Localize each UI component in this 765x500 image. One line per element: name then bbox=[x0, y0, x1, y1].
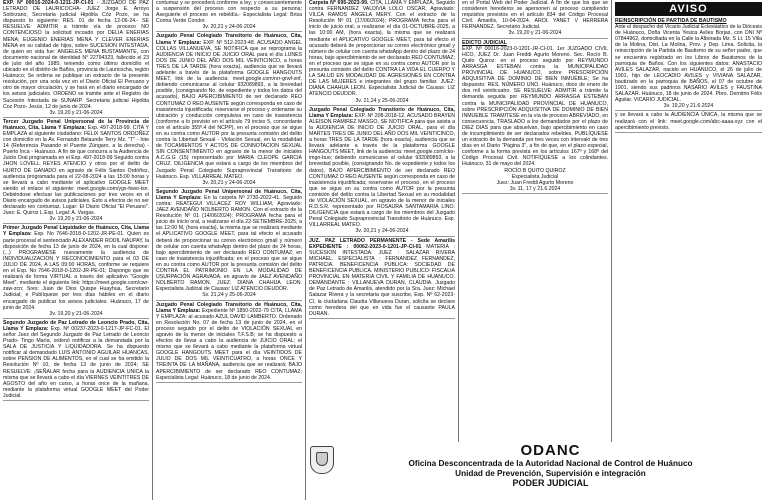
notice-continuation bbox=[615, 112, 762, 132]
notice-text: Exp. 497-2018-99. CITA Y EMPLAZA al siguiente ciudadano: FÉLIX SANTOS ORDOÑEZ con domicilio en la Av. Fernando Belaunde Terry Mz. "T" - Iote 14 (Referencia Pasando el Puente Zúngaro, a la derecha) - Puerto Inca - Huánuco. A fin de que concurra a la Audiencia de Juicio Oral programada en el Exp. 497-2018-99 Seguido contra JHON LOVELL REYES ATENCIO y otros por el delito de HURTO DE GANADO en agravio de Félix Santos Ordóñez, audiencia programada para el 22-08-2024 a las 15:00 horas y se llevará a cabo mediante el aplicativo GOOGLE MEET siendo el enlace el siguiente: meet.google.com/ygx-fxwo-tsn. Debiéndose efectuar las publicaciones por tres veces en el Diario encargado de avisos judiciales. Esto a efectos de no ser declarado reo contumaz. Lugar: El Diario Oficial "El Peruano". Juez: E. Quiroz L.Esp. Legal: A. Vargas. bbox=[3, 124, 149, 217]
notice-text: CITA, LLAMA Y EMPLAZA, Seguido contra FERNANDEZ VALDIVIA LOLO OSCAR, Agraviado: VILCA RAMOS ANGELA MERY. Con el extracto de la Resolución Nº 01 (17/06/2024); PROGRAMA fecha para el inicio de juicio oral, a realizarse el día 01-OCTUBRE-2025, a las 10:00 AM, (hora exacta), la misma que se realizará mediante el APLICATIVO GOOGLE MEET, para tal efecto el acusado deberá de proporcionar su correo electrónico gmail y número de celular con cuenta whatsApp dentro del plazo de 24 horas, bajo apercibimiento de ser declarado REO CONTUMAZ; en el proceso que se sigue en su contra como AUTOR por la presunta comisión del delito CONTRA LA VIDA EL CUERPO Y LA SALUD EN MODALIDAD DE AGRESIONES EN CONTRA DE LAS MUJERES e integrantes del grupo familiar. JUEZ: DIANA CHAHUA LEON. Especialista Judicial de Causas: LIZ ATENCIO DEUDOR. bbox=[309, 0, 455, 98]
column-3 bbox=[306, 0, 459, 500]
notice-heading: Primer Juzgado Penal Liquidador de Huánuco, Cita, Llama Y Emplaza: bbox=[3, 225, 149, 238]
notice-text: Exp. Nº 00237-2023-0-1217-JP-FC-01. El señor Juez del Segundo Juzgado de Paz Letrado de Leoncio Prado- Tingo María, ordenó notificar a la demandada por la SALA DE JUSTICIA Y LIQUIDADORA. Se ha dispuesto notificar al demandado LUIS ANTONIO AGUILAR HUANCAS, sobre PENSION DE ALIMENTOS, en el cual se ha emitido la Resolución Nº 10, de fecha 13 de junio de 2024; SE RESUELVE: ¡SEÑALAR fecha para la AUDIENCIA UNICA la misma que se llevará a cabo el día VIERNES VEINTITRES DE AGOSTO del año en curso, a horas once de la mañana, mediante la plataforma virtual GOOGLE MEET del Poder Judicial. bbox=[3, 325, 149, 399]
notice-text: y se llevará a cabo la AUDIENCIA ÚNICA, la misma que se realizará con el link: meet.google.com/abc-aaaa-xyz con el apercibimiento previsto. bbox=[615, 112, 762, 131]
banner-line-2: Unidad de Prevención, Supervisión e integración bbox=[455, 468, 646, 478]
notice-dates: 3v. 20,21 y 24-06-2024 bbox=[355, 228, 409, 235]
notice-text: contumaz y se procederá conforme a ley; y consecuentemente a suspensión del proceso con respecto a su persona; Aseguierle el proceso en rebeldía.- Especialista Legal: Brisa Corina Verde Condor. bbox=[156, 0, 302, 25]
notice-dates: 3v. 19,20 y 21-06-2024 bbox=[49, 216, 103, 223]
notice-dates: 3v. 19,20 y 21.6.2024 bbox=[663, 103, 714, 110]
notice-dates: 3v. 21,24 y 25-06-2024 bbox=[355, 97, 409, 104]
notice-text: En la carpeta Nº 2730-2022-41. Seguido contra: REATEGUI VILLACEZ ROY WILLIAM, Agraviado: JAEZ AVENDAÑO NOLBERTO RAMON. Con el extracto de la Resolución Nº 01 (14/06/2024); PROGRAMA fecha para el juicio de inicio oral, a realizarse el día 22-SETIEMBRE-2025, a las 12:00 M, (hora exacta), la misma que se realizará mediante el APLICATIVO GOOGLE MEET, para tal efecto el acusado deberá de proporcionar su correo electrónico gmail y número de celular con cuenta whatsApp dentro del plazo de 24 horas, bajo apercibimiento de ser declarado REO CONTUMAZ; en caso de inasistencia injustificada; en el proceso que se sigue en su contra como AUTOR por la presunta comisión del delito CONTRA EL PATRIMONIO EN LA MODALIDAD DE USURPACIÓN AGRAVADA, en agravio de JAEZ AVENDAÑO NOLBERTO RAMON. JUEZ: DIANA CHAHUA LEON. Especialista Judicial de Causas: LIZ ATENCIO DEUDOR. bbox=[156, 194, 302, 293]
notice-signature: ROCÍO B QUITO QUIROZ Especialista Judicial Juez: Juan Freddi Agurto Moreno 3v. 11, 17 y 21.6.2024 bbox=[496, 167, 574, 192]
notice bbox=[156, 0, 302, 32]
notice-dates: 3v. 19,20 y 21-06-2024 bbox=[508, 30, 562, 37]
notice-dates: 3v. 20,21 y 24-06-2024 bbox=[202, 24, 256, 31]
banner-title: ODANC bbox=[520, 442, 581, 459]
notice-heading: Carpeta Nº 695-2023-99. bbox=[309, 0, 369, 6]
notice-dates: 3v. 20,21 y 24-06-2024 bbox=[202, 179, 256, 186]
column-5 bbox=[612, 0, 765, 500]
notice bbox=[309, 238, 455, 319]
notice-heading: Segundo Juzgado Penal Unipersonal de Huánuco, Cita, Llama Y Emplaza: bbox=[156, 188, 302, 201]
column-1 bbox=[0, 0, 153, 500]
notice-heading: Juzgado Penal Colegiado Transitorio de Huánuco, Cita, Llama Y Emplaza: bbox=[156, 33, 302, 46]
notice-text: EXP. Nº 00016-2023-0-1201-JR-CI-01. 1er JUZGADO CIVIL HCO, JUEZ Dr. Juan Freddi Agurto Moreno. Sec. Rocío B. Quito Quiroz: en el proceso seguido por REYMUNDO ARRASGA ESTEBAN contra la MUNICIPALIDAD PROVINCIAL DE HUANUCO, sobre PRESCRIPCIÓN ADQUISITIVA DE DOMINIO DE BIEN INMUEBLE; Se ha dispuesto: RES. NÚMERO UNO. Huánuco, doce de enero de dos mil veinticuatro. SE RESUELVE: ADMITIR a trámite la demanda seguida por REYMUNDO ARRASGA ESTEBAN contra la MUNICIPALIDAD PROVINCIAL DE HUANUCO, sobre PRESCRIPCIÓN ADQUISITIVA DE DOMINIO DE BIEN INMUEBLE TRAMITESE en la vía de proceso ABREVIADO, en consecuencia, TRASLADO a los demandados por el plazo de DIEZ DIAS para que absuelvan, bajo apercibimiento en caso de incumplimiento de ser declarados rebeldes. PUBLÍQUESE un extracto de la demanda por tres veces con intervalo de tres días en el Diario "Página 3", a fin de que, en el plazo especial, conforme a la forma prevista en los artículos 167º y 168º del Código Procesal Civil. NOTIFÍQUESE a los colindantes. Huánuco, 31 de mayo del 2024. bbox=[462, 45, 608, 168]
banner-line-1: Oficina Desconcentrada de la Autoridad Nacional de Control de Huánuco bbox=[408, 459, 693, 468]
notice bbox=[309, 107, 455, 237]
notice-text: EXP. Nº 208-2018-12. ACUSADO BRAYEN ALEISON RAMIREZ MASGO, SE NOTIFICA para que asista a la AUDIENCIA DE INICIO DE JUICIO ORAL, para el día MARTES TRES DE JUNIO DEL AÑO DOS MIL VEINTICINCO, a horas TRES DE LA TARDE (hora exacta), audiencia que se llevará adelante a través de la plataforma GOOGLE HANGOUTS MEET, link de la audiencia: meet.google.com/cko-imgn-buo; debiendo comunicarse al celular 932089893, a la brevedad posible, (consignando No. de expediente y todos los datos), BAJO APERCIBIMIENTO de ser declarado REO CONTUMAZ O REO AUSENTE según corresponda en caso de inasistencia injustificada; reservarse el proceso, en el proceso que se sigue en su contra como AUTOR por la presunta comisión del delito contra la Libertad Sexual en su modalidad de VIOLACIÓN SEXUAL, en agravio de la menor de iniciales R.D.S.R. representado por ROSAURA SANTAMARIA LINO. DILIGENCIA que estará a cargo de los miembros del Juzgado Penal Colegiado Supraprovincial Transitorio de Huánuco. Esp. VILLARREAL MATEO. bbox=[309, 112, 456, 229]
coat-of-arms-icon bbox=[310, 446, 334, 474]
edicto-notice bbox=[462, 40, 608, 194]
notice-dates: 3v. 19,20 y 21-06-2024 bbox=[49, 109, 103, 116]
notice bbox=[156, 302, 302, 383]
banner-line-3: PODER JUDICIAL bbox=[512, 478, 589, 488]
notice bbox=[3, 225, 149, 318]
notice bbox=[309, 0, 455, 106]
notice-text: Expediente Nº 1850-2022-79 CITA, LLAMA Y EMPLAZA: al acusado AZUL DAVID LAMBERTO. Ordenado en Resolución No. 07 de fecha 13 de junio de 2024, en el proceso seguido por el delito de VIOLACIÓN SEXUAL en agravio de la menor de iniciales T.F.S.B; se ha dispuesto a efectos de llevar a cabo la audiencia de JUICIO ORAL; el mismo que se llevará a cabo mediante la plataforma virtual GOOGLE HANGOUTS MEET para el día VEINTIDOS DE JULIO DE DOS MIL VEINTICUATRO, a horas ONCE Y TREINTA DE LA MAÑANA, audiencia que se realizará; BAJO APERCIBIMIENTO de ser declarado REO CONTUMAZ; Especialista Legal: Huánuco, 18 de junio de 2024. bbox=[156, 307, 302, 381]
notice bbox=[3, 0, 149, 118]
notice-text: en el Portal Web del Poder Judicial. A fin de que los que se consideren herederos se apersonen al proceso cumpliendo requisitos previstos en el artículo 834 del Código Procesal Civil. Amarilis, 10-04-2024. AROL YANET V HERRERA FERNANDEZ. Secretario Judicial. bbox=[462, 0, 608, 31]
odanc-banner bbox=[336, 442, 765, 500]
aviso-header: AVISO bbox=[615, 2, 762, 16]
notice-heading: Juzgado Penal Colegiado Transitorio de Huánuco, Cita, Llama Y Emplaza: bbox=[309, 106, 455, 119]
notice bbox=[156, 189, 302, 301]
notice-text: Ante el despacho del Vicario Judicial Eclesiástico de la Diócesis de Huánuco, Doña Vicenta Yesica Aviles Borjas, con DNI Nº 07844962, domiciliada en la Calle la Alborada Mz. S Lt. 15 Villa de la Molina, Dist. La Molina, Prov. y Dep. Lima. Solicita, la reinscripción de la Partida de Bautismo de su señor padre, que se encuentra registrado en los Libros de Bautismos de la parroquia de Baños. Con los siguientes datos: ANASTACIO AVILES SALAZAR, nacido en HUÁNUCO, el 26 de julio de 1901, hijo de LEOCADIO AVILES y VIVIANA SALAZAR, bautizado en la parroquia de BAÑOS, el 07 de octubre de 1901, siendo sus padrinos NASARIO AVILES y FAUSTINA SALAZAR. Huánuco, 18 de junio de 2024. Pbro. Dernitrio Félix Aguilar. VICARIO JUDICIAL. bbox=[615, 24, 762, 104]
notice bbox=[156, 33, 302, 187]
notice bbox=[3, 119, 149, 225]
notice-heading: REINSCRIPCIÓN DE PARTIDA DE BAUTISMO bbox=[615, 18, 727, 24]
notice-heading: EXP. Nº 00016-2024-0-1211-JP-CI-01 bbox=[3, 0, 94, 6]
notice bbox=[3, 320, 149, 401]
notice-heading: Tercer Juzgado Penal Unipersonal de la Provincia de Huánuco, Cita, Llama Y Emplaza: bbox=[3, 118, 149, 131]
column-4 bbox=[459, 0, 612, 500]
notice-text: EXP. Nº 512-2023-48. ACUSADO ANGEL COLLAS VILLANUEVA, SE NOTIFICA que se reprograma la AUDIENCIA DE INICIO DE JUICIO ORAL para el día LUNES DOS DE JUNIO DEL AÑO DOS MIL VEINTICINCO, a horas TRES DE LA TARDE (hora exacta), audiencia que se llevará adelante a través de la plataforma GOOGLE HANGOUTS MEET, link de la audiencia: meet.google.com/nrr-grwf-xnf, debiendo comunicarse al celular 932089893, a la brevedad posible, (consignando No. de expediente y todos los datos del acusado), BAJO APERCIBIMIENTO de ser declarado REO CONTUMAZ O REO AUSENTE según corresponda en caso de inasistencia injustificada; reservarse el proceso y ordenarse su ubicación y conducción compulsiva en caso de inasistencia (conforme a lo previsto en el artículo 79 inciso 5, concordante con el artículo 355º.4 del NCPP), en el proceso que se sigue en su contra como AUTOR por la presunta comisión del delito contra la Libertad Sexual - Violación Sexual, en la modalidad de TOCAMIENTOS Y ACTOS DE CONNOTACION SEXUAL SIN CONSENTIMIENTO en agravio de la menor de iniciales A.C.G.G (15) representado por MARIA CLEOPE GARCIA CRUZ. DILIGENCIA que estará a cargo de los miembros del Juzgado Penal Colegiado Supraprovincial Transitorio de Huánuco. Esp. VILLARREAL MATEO. bbox=[156, 39, 302, 180]
notice-heading: JUZ. PAZ LETRADO PERMANENTE - Sede Amarilis EXPEDIENTE : 00062-2023-0-1201-JP-CI-01 bbox=[309, 237, 455, 250]
notice-heading: Segundo Juzgado de Paz Letrado de Leoncio Prado, Cita, Llama Y Emplaza: bbox=[3, 319, 149, 332]
notice-heading: Juzgado Penal Colegiado Transitorio de Huánuco, Cita, Llama Y Emplaza: bbox=[156, 301, 302, 314]
notice-text: Exp. No 7646-2018-0-1202-JR-PE-01. Quien es parte procesal el sentenciado ALEXANDER RODIL NAUPAY, la disposición de fecha 13 de junio de 2024, en la cual dispone: (...) PROGRAMESE nuevamente la audiencia de INDIVIDUALIZACION Y RECONOCIMIENTO para el 03 DE JULIO DE 2024, A LAS 09:00 HORAS, conforme se requiere en el Exp. No 7646-2018-0-1202-JR-PE-01; Dispongo que se realizará de forma VIRTUAL a través del aplicativo "Google Meet", mediante el siguiente link: https://meet.google.com/cwr-zaw-zcn; Sres: Juan de Dios Quispe Huayhua, Secretario Judicial; e Publíquese por tres días hábiles en el diario encargado de publicar los avisos judiciales. Huánuco, 17 de junio de 2024. bbox=[3, 231, 149, 311]
notice-text: - JUZGADO DE PAZ LETRADO DE LAURICOCHA- JUEZ Jorge E. Arroyo Solórzano, Secretaria judicial Hipólita Cóz Pozo, se ha dispuesto lo siguiente: RES. 01 de fecha 12-06-24.- SE RESUELVE: ADMITIR a trámite vía de proceso NO CONTENCIOSO la solicitud incoado por DELIA ENERIAS MENA; EUGENIO ENERIAS MENA Y CLEVER ENERIAS MENA en su calidad de hijos, sobre SUCESION INTESTADA, de quien en vida fue: ANGELES MENA BUSTAMANTE, con documento nacional de identidad N° 22794323, fallecido el 23 de julio del año 1985; teniendo como último domicilio el ubicado en el distrito de Baños, provincia de Lauricocha, región Huánuco; Se ordena se publique un extracto de la presente resolución, por una sola vez en el Diario Oficial El Peruano y otro de mayor circulación, y se hará en el diario encargado de los avisos judiciales. ORDENO se tramite ante el Registro de Sucesión Intestada de SUNARP. Secretaria judicial Hipólita Coz Pozo- Jesús, 12 de junio de 2024. bbox=[3, 0, 149, 110]
aviso-notice bbox=[615, 18, 762, 111]
notice-dates: 3v. 19,20 y 21-06-2024 bbox=[49, 310, 103, 317]
column-2 bbox=[153, 0, 306, 500]
notice-dates: Sv. 21,24 y 25-06-2024 bbox=[202, 292, 256, 299]
notice-heading: EDICTO JUDICIAL bbox=[462, 39, 507, 46]
notice bbox=[462, 0, 608, 39]
notice-text: MATERIA : SUCESION INTESTADA. JUEZ : SALAZAR RIVERA MICHAEL. ESPECIALISTA : FERNANDEZ FERNANDEZ, PATRICIA. BENEFICENCIA PUBLICA: SOCIEDAD DE BENEFICENCIA PUBLICA. MINISTERIO PUBLICO: FISCALIA PROVINCIAL EN MATERIA CIVIL Y FAMILIA DE HUANUCO. DEMANDANTE : VILLANUEVA DURAN, CLAUDIA. Juzgado de Paz Letrado de Amarilis, atendido por la Sra. Juez: Michael Salazar Rivera y la secretaria que suscribe, Exp. Nº 62-2023-CI, la ciudadana Claudia Villanueva Duran, solicita se declare como heredera del que en vida fue el causante PAULA DURAN. bbox=[309, 243, 455, 317]
